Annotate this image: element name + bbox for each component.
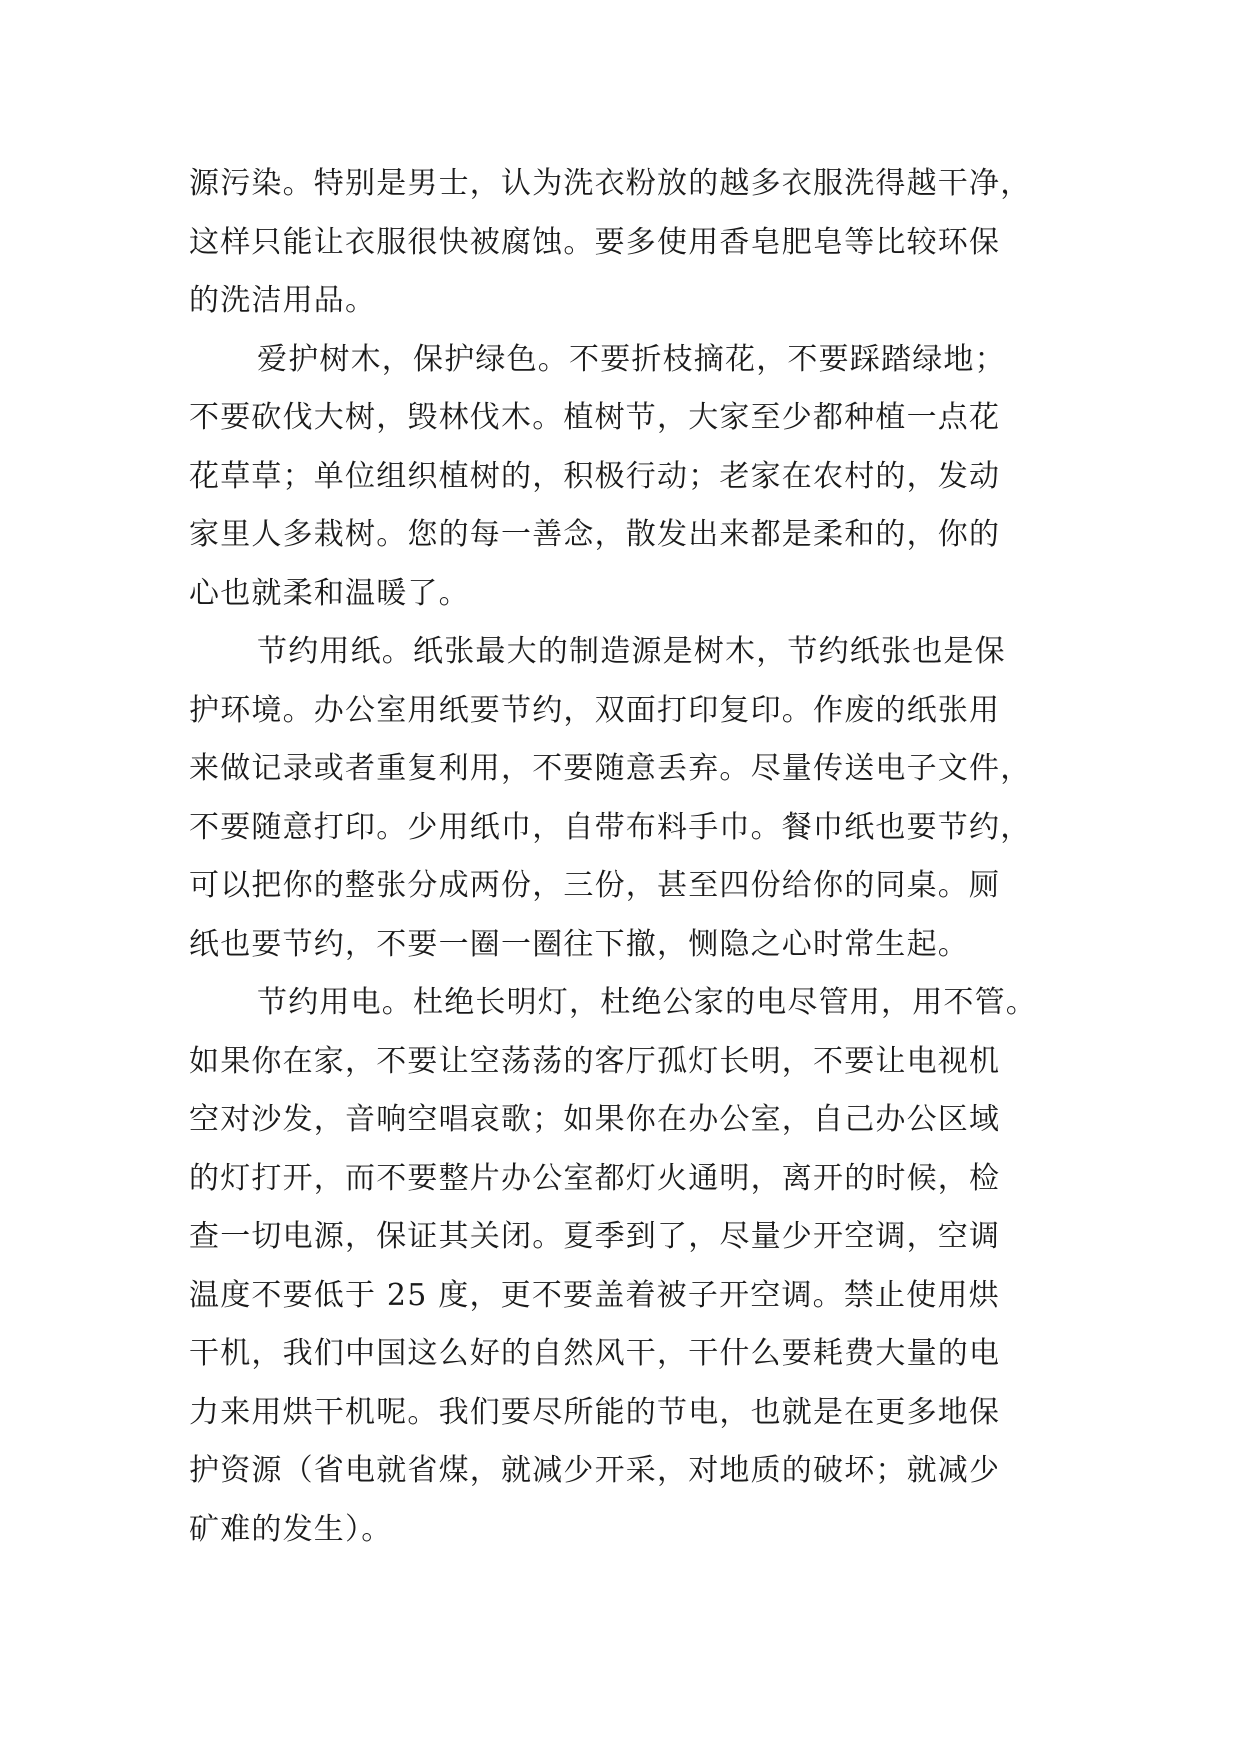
text-line: 不要砍伐大树，毁林伐木。植树节，大家至少都种植一点花 [189, 400, 1001, 435]
text-line: 不要随意打印。少用纸巾，自带布料手巾。餐巾纸也要节约， [189, 809, 1032, 845]
text-line: 的洗洁用品。 [189, 283, 377, 318]
text-line: 温度不要低于 25 度，更不要盖着被子开空调。禁止使用烘 [189, 1277, 1000, 1313]
text-line: 干机，我们中国这么好的自然风干，干什么要耗费大量的电 [189, 1336, 1001, 1371]
text-line: 矿难的发生）。 [189, 1511, 393, 1547]
text-line: 源污染。特别是男士，认为洗衣粉放的越多衣服洗得越干净， [189, 166, 1032, 201]
text-line: 来做记录或者重复利用，不要随意丢弃。尽量传送电子文件， [189, 751, 1032, 786]
paragraph-trees [189, 331, 1039, 624]
text-line: 花草草；单位组织植树的，积极行动；老家在农村的，发动 [189, 458, 1001, 494]
paragraph-electricity [189, 974, 1039, 1559]
text-line: 爱护树木，保护绿色。不要折枝摘花，不要踩踏绿地； [257, 341, 1006, 377]
text-line: 节约用纸。纸张最大的制造源是树木，节约纸张也是保 [257, 634, 1006, 669]
text-line: 纸也要节约，不要一圈一圈往下撤，恻隐之心时常生起。 [189, 926, 969, 962]
paragraph-continuation [189, 155, 1039, 331]
document-body [189, 155, 1039, 1559]
text-line: 如果你在家，不要让空荡荡的客厅孤灯长明，不要让电视机 [189, 1043, 1001, 1079]
text-line: 这样只能让衣服很快被腐蚀。要多使用香皂肥皂等比较环保 [189, 224, 1001, 260]
text-line: 护资源（省电就省煤，就减少开采，对地质的破坏；就减少 [189, 1453, 1001, 1488]
text-line: 的灯打开，而不要整片办公室都灯火通明，离开的时候，检 [189, 1160, 1001, 1196]
text-line: 节约用电。杜绝长明灯，杜绝公家的电尽管用，用不管。 [257, 985, 1037, 1020]
text-line: 心也就柔和温暖了。 [189, 575, 470, 611]
text-line: 力来用烘干机呢。我们要尽所能的节电，也就是在更多地保 [189, 1394, 1001, 1430]
text-line: 空对沙发，音响空唱哀歌；如果你在办公室，自己办公区域 [189, 1102, 1001, 1137]
text-line: 护环境。办公室用纸要节约，双面打印复印。作废的纸张用 [189, 692, 1001, 728]
paragraph-paper [189, 623, 1039, 974]
text-line: 家里人多栽树。您的每一善念，散发出来都是柔和的，你的 [189, 517, 1001, 552]
text-line: 查一切电源，保证其关闭。夏季到了，尽量少开空调，空调 [189, 1219, 1001, 1254]
text-line: 可以把你的整张分成两份，三份，甚至四份给你的同桌。厕 [189, 868, 1001, 903]
